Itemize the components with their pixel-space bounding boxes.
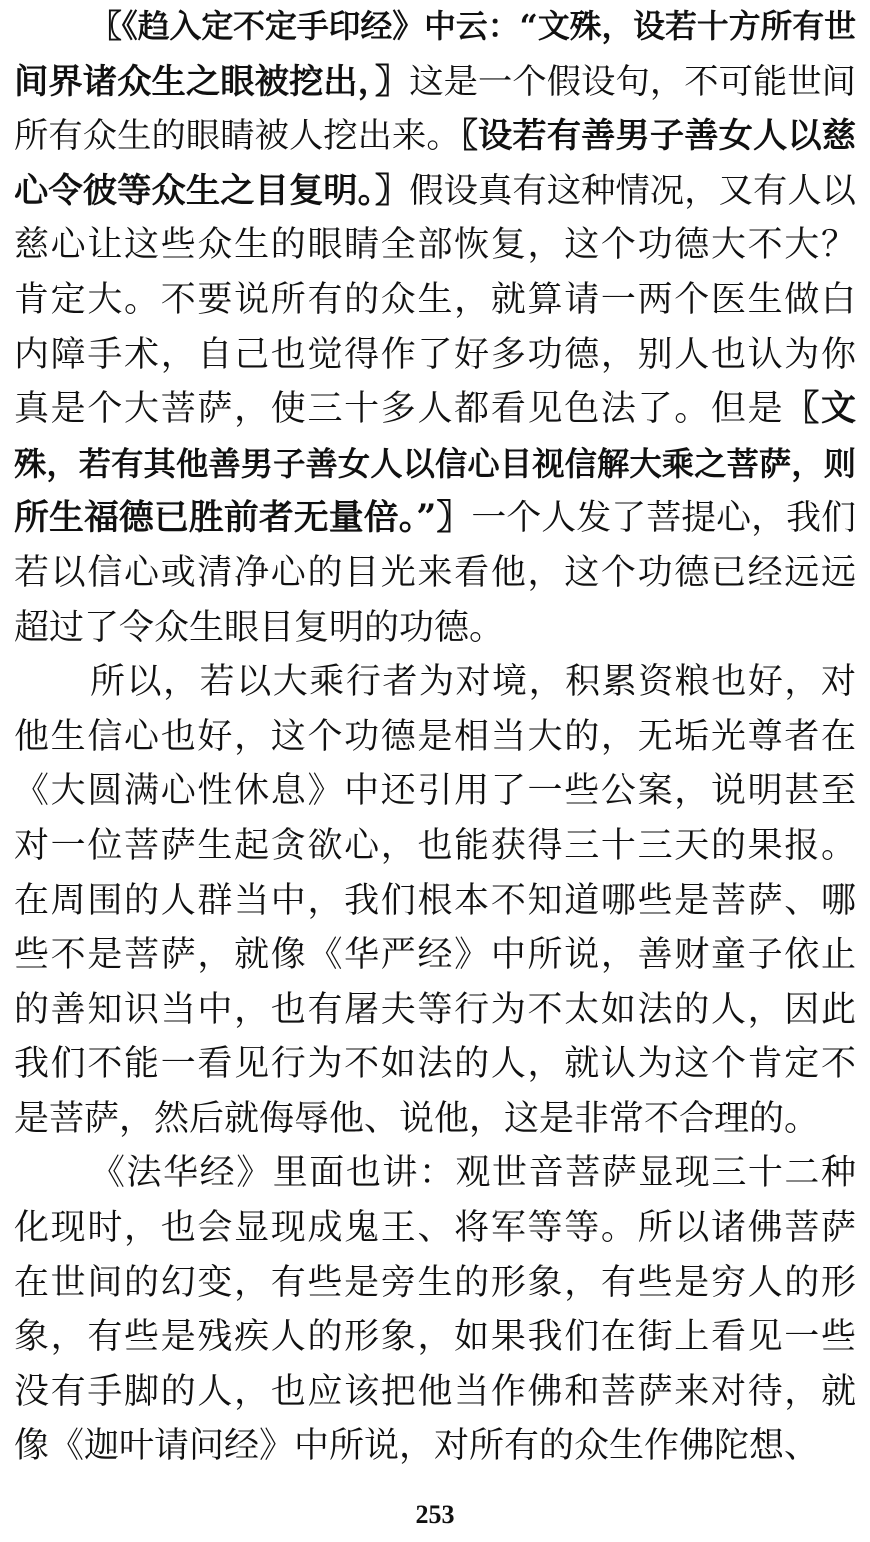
- text-line: [14, 0, 856, 55]
- text-line: [14, 710, 856, 765]
- paragraph: [14, 1146, 856, 1474]
- body-text: 真是个大菩萨，使三十多人都看见色法了。但是: [14, 389, 785, 430]
- body-text: 慈心让这些众生的眼睛全部恢复，这个功德大不大？: [14, 225, 856, 266]
- quoted-scripture-text: 心令彼等众生之目复明。〗: [14, 170, 410, 211]
- text-line: [14, 874, 856, 929]
- quoted-scripture-text: 间界诸众生之眼被挖出，〗: [14, 61, 410, 102]
- text-line: [14, 1310, 856, 1365]
- body-text: 他生信心也好，这个功德是相当大的，无垢光尊者在: [14, 716, 856, 757]
- body-text: 在世间的幻变，有些是旁生的形象，有些是穷人的形: [14, 1262, 856, 1303]
- body-text: 超过了令众生眼目复明的功德。: [14, 607, 505, 648]
- text-line: [14, 437, 856, 492]
- quoted-scripture-text: 所生福德已胜前者无量倍。”〗: [14, 497, 472, 539]
- body-text: 内障手术，自己也觉得作了好多功德，别人也认为你: [14, 334, 856, 375]
- quoted-scripture-text: 〖设若有善男子善女人以慈: [460, 116, 856, 157]
- text-line: [14, 819, 856, 874]
- text-line: [14, 1201, 856, 1256]
- text-line: [14, 1256, 856, 1311]
- body-text: 《大圆满心性休息》中还引用了一些公案，说明甚至: [14, 771, 856, 812]
- body-text: 没有手脚的人，也应该把他当作佛和菩萨来对待，就: [14, 1371, 856, 1412]
- body-text: 这是一个假设句，不可能世间: [409, 61, 856, 102]
- text-line: [14, 491, 856, 546]
- text-line: [14, 601, 856, 656]
- body-text: 《法华经》里面也讲：观世音菩萨显现三十二种: [90, 1153, 856, 1194]
- body-text: 是菩萨，然后就侮辱他、说他，这是非常不合理的。: [14, 1098, 820, 1139]
- text-line: [14, 218, 856, 273]
- quoted-scripture-text: 〖文: [784, 388, 856, 430]
- page-number: 253: [415, 1500, 455, 1529]
- body-text: 假设真有这种情况，又有人以: [409, 170, 856, 211]
- body-text: 对一位菩萨生起贪欲心，也能获得三十三天的果报。: [14, 825, 856, 866]
- text-line: [14, 983, 856, 1038]
- text-line: [14, 273, 856, 328]
- body-text: 的善知识当中，也有屠夫等行为不太如法的人，因此: [14, 989, 856, 1030]
- body-text: 我们不能一看见行为不如法的人，就认为这个肯定不: [14, 1044, 856, 1085]
- text-line: [14, 1419, 856, 1474]
- text-line: [14, 655, 856, 710]
- text-line: [14, 55, 856, 110]
- text-line: [14, 1146, 856, 1201]
- body-text: 化现时，也会显现成鬼王、将军等等。所以诸佛菩萨: [14, 1208, 856, 1249]
- page-body: [14, 0, 856, 1542]
- text-line: [14, 382, 856, 437]
- body-text: 些不是菩萨，就像《华严经》中所说，善财童子依止: [14, 935, 856, 976]
- text-line: [14, 928, 856, 983]
- text-line: [14, 109, 856, 164]
- text-line: [14, 164, 856, 219]
- body-text: 一个人发了菩提心，我们: [471, 498, 856, 539]
- paragraph: [14, 0, 856, 655]
- body-text: 所有众生的眼睛被人挖出来。: [14, 116, 461, 157]
- body-text: 像《迦叶请问经》中所说，对所有的众生作佛陀想、: [14, 1426, 820, 1467]
- text-line: [14, 1037, 856, 1092]
- text-line: [14, 1092, 856, 1147]
- body-text: 所以，若以大乘行者为对境，积累资粮也好，对: [90, 662, 856, 703]
- text-line: [14, 1365, 856, 1420]
- quoted-scripture-text: 殊，若有其他善男子善女人以信心目视信解大乘之菩萨，则: [14, 444, 856, 483]
- text-line: [14, 546, 856, 601]
- body-text: 象，有些是残疾人的形象，如果我们在街上看见一些: [14, 1317, 856, 1358]
- text-line: [14, 764, 856, 819]
- quoted-scripture-text: 〖《趋入定不定手印经》中云：“文殊，设若十方所有世: [90, 8, 856, 45]
- body-text: 若以信心或清净心的目光来看他，这个功德已经远远: [14, 552, 856, 593]
- text-line: [14, 328, 856, 383]
- body-text: 在周围的人群当中，我们根本不知道哪些是菩萨、哪: [14, 880, 856, 921]
- body-text: 肯定大。不要说所有的众生，就算请一两个医生做白: [14, 279, 856, 320]
- paragraph: [14, 655, 856, 1146]
